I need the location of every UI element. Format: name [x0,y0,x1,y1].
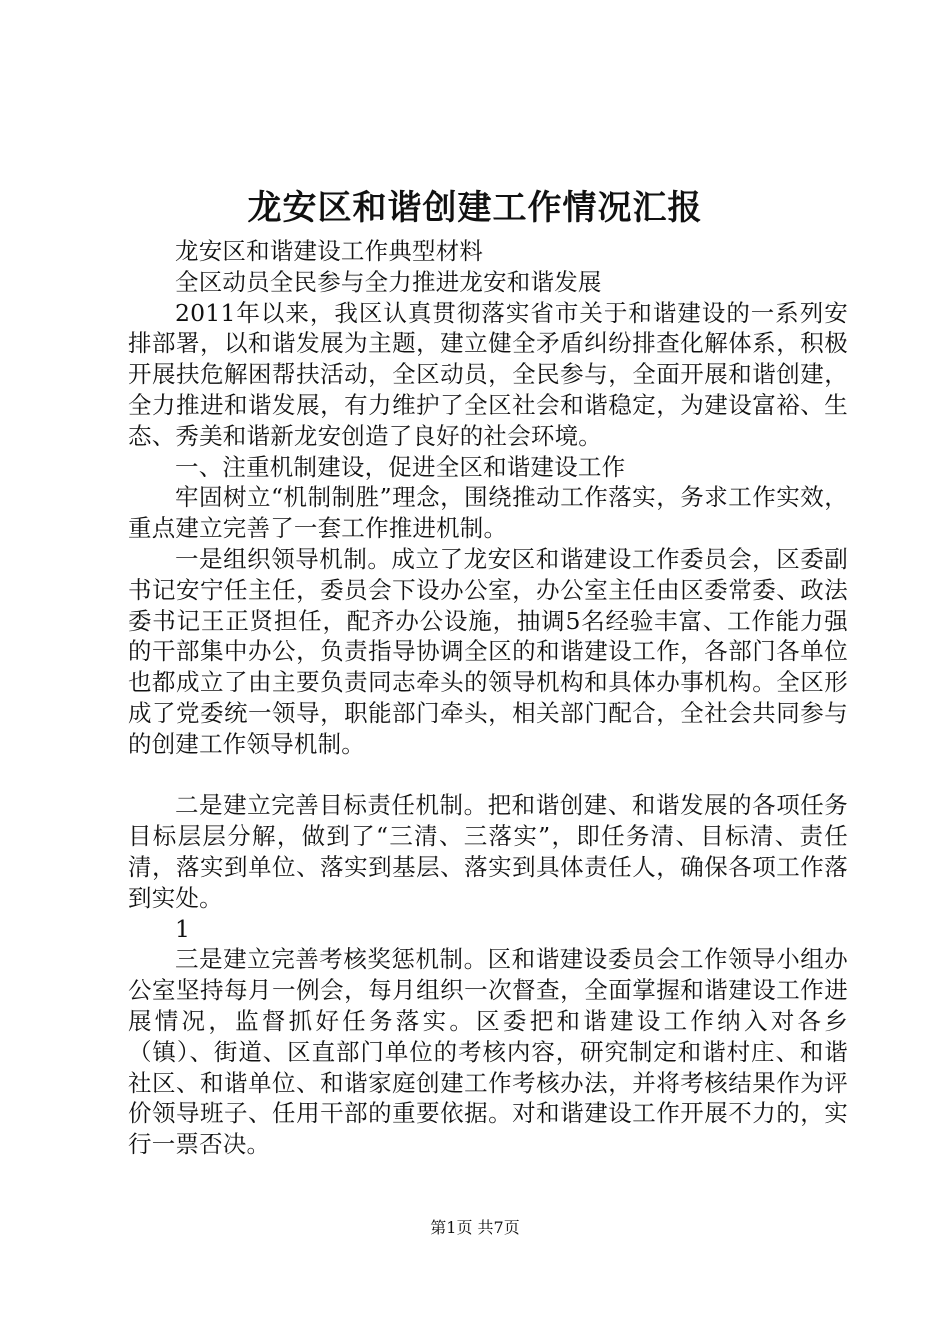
document-title: 龙安区和谐创建工作情况汇报 [247,188,703,228]
document-body [128,236,848,1160]
subtitle-line: 全区动员全民参与全力推进龙安和谐发展 [175,267,602,296]
body-paragraph: 二是建立完善目标责任机制。把和谐创建、和谐发展的各项任务目标层层分解，做到了“三清、三落实”，即任务清、目标清、责任清，落实到单位、落实到基层、落实到具体责任人，确保各项工作落到实处。 [128,791,848,912]
body-paragraph: 一是组织领导机制。成立了龙安区和谐建设工作委员会，区委副书记安宁任主任，委员会下设办公室，办公室主任由区委常委、政法委书记王正贤担任，配齐办公设施，抽调5名经验丰富、工作能力强的干部集中办公，负责指导协调全区的和谐建设工作，各部门各单位也都成立了由主要负责同志牵头的领导机构和具体办事机构。全区形成了党委统一领导，职能部门牵头，相关部门配合，全社会共同参与的创建工作领导机制。 [128,544,848,758]
body-paragraph: 三是建立完善考核奖惩机制。区和谐建设委员会工作领导小组办公室坚持每月一例会，每月组织一次督查，全面掌握和谐建设工作进展情况，监督抓好任务落实。区委把和谐建设工作纳入对各乡（镇）、街道、区直部门单位的考核内容，研究制定和谐村庄、和谐社区、和谐单位、和谐家庭创建工作考核办法，并将考核结果作为评价领导班子、任用干部的重要依据。对和谐建设工作开展不力的，实行一票否决。 [128,945,848,1159]
subtitle-line: 龙安区和谐建设工作典型材料 [175,237,484,265]
body-paragraph: 2011年以来，我区认真贯彻落实省市关于和谐建设的一系列安排部署，以和谐发展为主题，建立健全矛盾纠纷排查化解体系，积极开展扶危解困帮扶活动，全区动员，全民参与，全面开展和谐创建，全力推进和谐发展，有力维护了全区社会和谐稳定，为建设富裕、生态、秀美和谐新龙安创造了良好的社会环境。 [128,298,848,450]
section-heading: 一、注重机制建设，促进全区和谐建设工作 [175,452,626,481]
inline-page-number: 1 [175,914,191,943]
page-footer: 第1页 共7页 [430,1218,520,1237]
body-paragraph: 牢固树立“机制制胜”理念，围绕推动工作落实，务求工作实效，重点建立完善了一套工作推进机制。 [128,483,848,543]
